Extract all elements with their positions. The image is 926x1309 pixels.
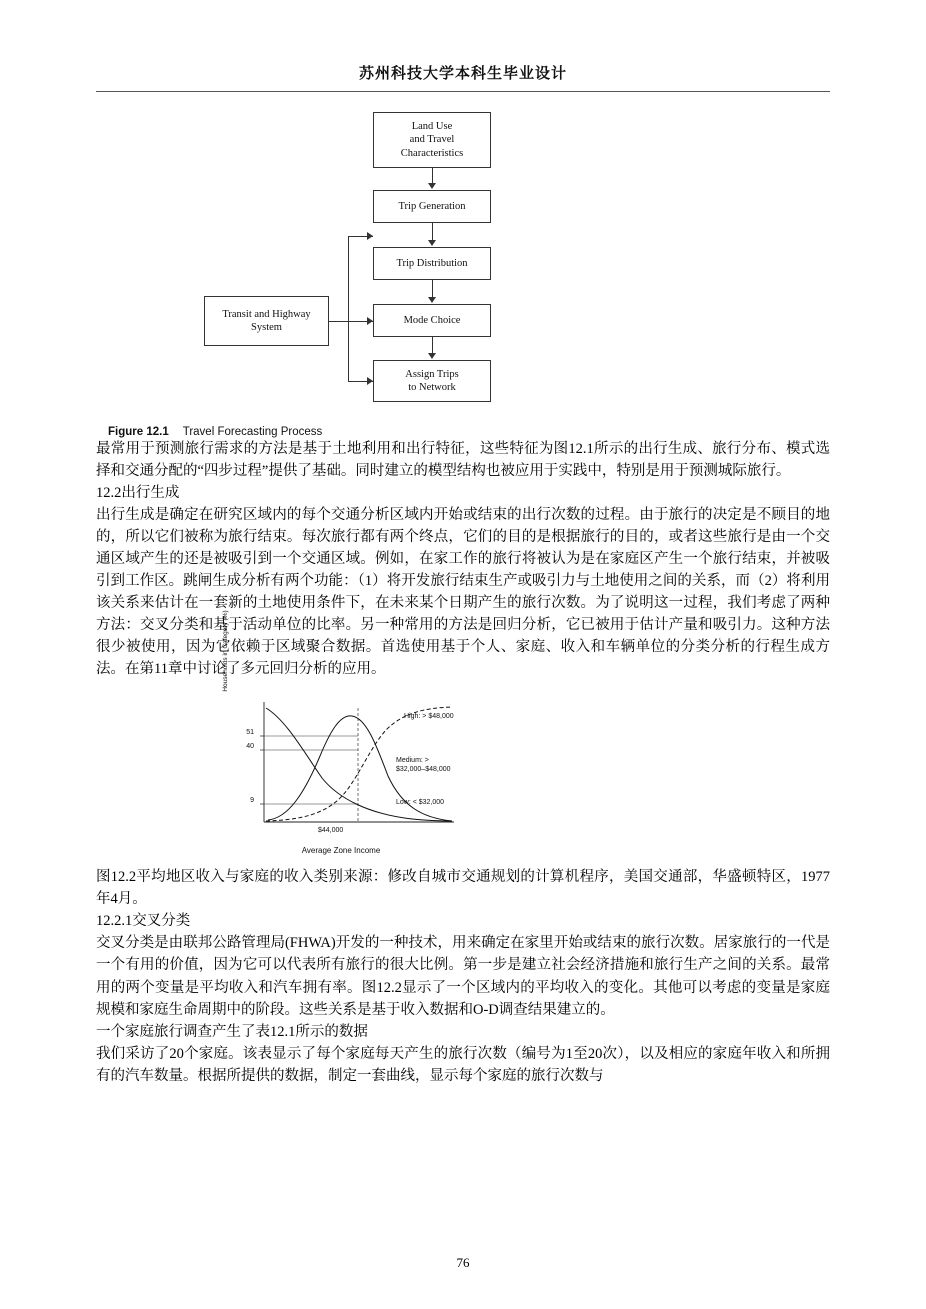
- header-title: 苏州科技大学本科生毕业设计: [358, 66, 567, 82]
- transit-line-1: Transit and Highway: [222, 308, 311, 320]
- flow-node-land-use: [373, 112, 491, 168]
- header-divider: [96, 91, 830, 92]
- chart-annotation-medium-line-2: $32,000–$48,000: [396, 766, 451, 774]
- flow-node-assign-trips: [373, 360, 491, 402]
- paragraph-4: 一个家庭旅行调查产生了表12.1所示的数据: [96, 1023, 368, 1040]
- page-number: 76: [456, 1255, 470, 1270]
- assign-trips-line-1: Assign Trips: [405, 368, 459, 380]
- section-heading-12-2-1: 12.2.1交叉分类: [96, 913, 191, 930]
- paragraph-5: 我们采访了20个家庭。该表显示了每个家庭每天产生的旅行次数（编号为1至20次），以及相应的家庭年收入和所拥有的汽车数量。根据所提供的数据，制定一套曲线，显示每个家庭的旅行次数与: [96, 1045, 830, 1084]
- chart-annotation-medium: [396, 756, 451, 774]
- chart-annotation-income-marker: $44,000: [318, 827, 344, 835]
- land-use-line-1: Land Use: [411, 121, 453, 133]
- flow-node-transit-highway-system: [204, 296, 329, 346]
- connector-mode-assign: [432, 337, 433, 353]
- chart-annotation-low: Low: < $32,000: [396, 799, 445, 807]
- connector-transit-box-link: [329, 321, 348, 322]
- paragraph-3: 交叉分类是由联邦公路管理局(FHWA)开发的一种技术，用来确定在家里开始或结束的旅行次数。居家旅行的一代是一个有用的价值，因为它可以代表所有旅行的很大比例。第一步是建立社会经济措施和旅行生产之间的关系。最常用的两个变量是平均收入和汽车拥有率。图12.2显示了一个区域内的平均收入的变化。其他可以考虑的变量是家庭规模和家庭生命周期中的阶段。这些关系是基于收入数据和O-D调查结果建立的。: [96, 935, 830, 1018]
- chart-y-axis-label: Households in Category (%): [222, 610, 229, 692]
- arrow-mode-assign: [428, 353, 436, 359]
- assign-trips-line-2: to Network: [408, 382, 456, 393]
- income-category-chart: [222, 610, 526, 856]
- arrow-tripdist-mode: [428, 297, 436, 303]
- figure-12-1-caption: [108, 426, 322, 438]
- chart-ytick-51: 51: [246, 729, 254, 737]
- land-use-line-3: Characteristics: [400, 147, 464, 159]
- arrow-tripgen-tripdist: [428, 240, 436, 246]
- figure-12-2-caption: 图12.2平均地区收入与家庭的收入类别来源：修改自城市交通规划的计算机程序，美国交通部，华盛顿特区，1977年4月。: [96, 869, 830, 908]
- connector-landuse-tripgen: [432, 168, 433, 184]
- figure-12-2: [96, 610, 830, 866]
- paragraph-2: 出行生成是确定在研究区域内的每个交通分析区域内开始或结束的出行次数的过程。由于旅行的决定是不顾目的地的，所以它们被称为旅行结束。每次旅行都有两个终点，它们的目的是根据旅行的目的，或者这些旅行是由一个交通区域产生的还是被吸引到一个交通区域。例如，在家工作的旅行将被认为是在家庭区产生一个旅行结束，并被吸引到工作区。跳闸生成分析有两个功能：（1）将开发旅行结束生产或吸引力与土地使用之间的关系，而（2）将利用该关系来估计在一套新的土地使用条件下，在未来某个日期产生的旅行次数。为了说明这一过程，我们考虑了两种方法：交叉分类和基于活动单位的比率。另一种常用的方法是回归分析，它已被用于估计产量和吸引力。这种方法很少被使用，因为它依赖于区域聚合数据。首选使用基于个人、家庭、收入和车辆单位的分类分析的行程生成方法。在第11章中讨论了多元回归分析的应用。: [96, 507, 830, 678]
- chart-annotation-medium-line-1: Medium: >: [396, 757, 429, 765]
- arrow-transit-tripdist: [367, 232, 373, 240]
- connector-transit-spine: [348, 236, 349, 381]
- chart-svg: [226, 694, 526, 844]
- flow-node-trip-generation: Trip Generation: [373, 190, 491, 223]
- document-body-2: [96, 866, 830, 1086]
- flow-node-trip-distribution: Trip Distribution: [373, 247, 491, 280]
- paragraph-1: 最常用于预测旅行需求的方法是基于土地利用和出行特征，这些特征为图12.1所示的出行生成、旅行分布、模式选择和交通分配的“四步过程”提供了基础。同时建立的模型结构也被应用于实践中，特别是用于预测城际旅行。: [96, 441, 830, 480]
- figure-12-1-caption-label: Figure 12.1: [108, 426, 169, 438]
- connector-tripdist-mode: [432, 280, 433, 297]
- flow-node-mode-choice: Mode Choice: [373, 304, 491, 337]
- chart-annotation-high: High: > $48,000: [404, 713, 454, 721]
- connector-tripgen-tripdist: [432, 223, 433, 240]
- document-body: [96, 438, 830, 680]
- chart-x-axis-label: Average Zone Income: [301, 846, 381, 856]
- land-use-line-2: and Travel: [409, 134, 455, 146]
- document-header: [96, 0, 830, 92]
- figure-12-1: [96, 108, 830, 438]
- figure-12-1-caption-text: Travel Forecasting Process: [182, 426, 323, 438]
- chart-ytick-9: 9: [250, 797, 254, 805]
- section-heading-12-2: 12.2出行生成: [96, 485, 180, 502]
- transit-line-2: System: [251, 322, 282, 333]
- chart-ytick-40: 40: [246, 743, 254, 751]
- arrow-landuse-tripgen: [428, 183, 436, 189]
- travel-forecasting-flowchart: [96, 108, 830, 408]
